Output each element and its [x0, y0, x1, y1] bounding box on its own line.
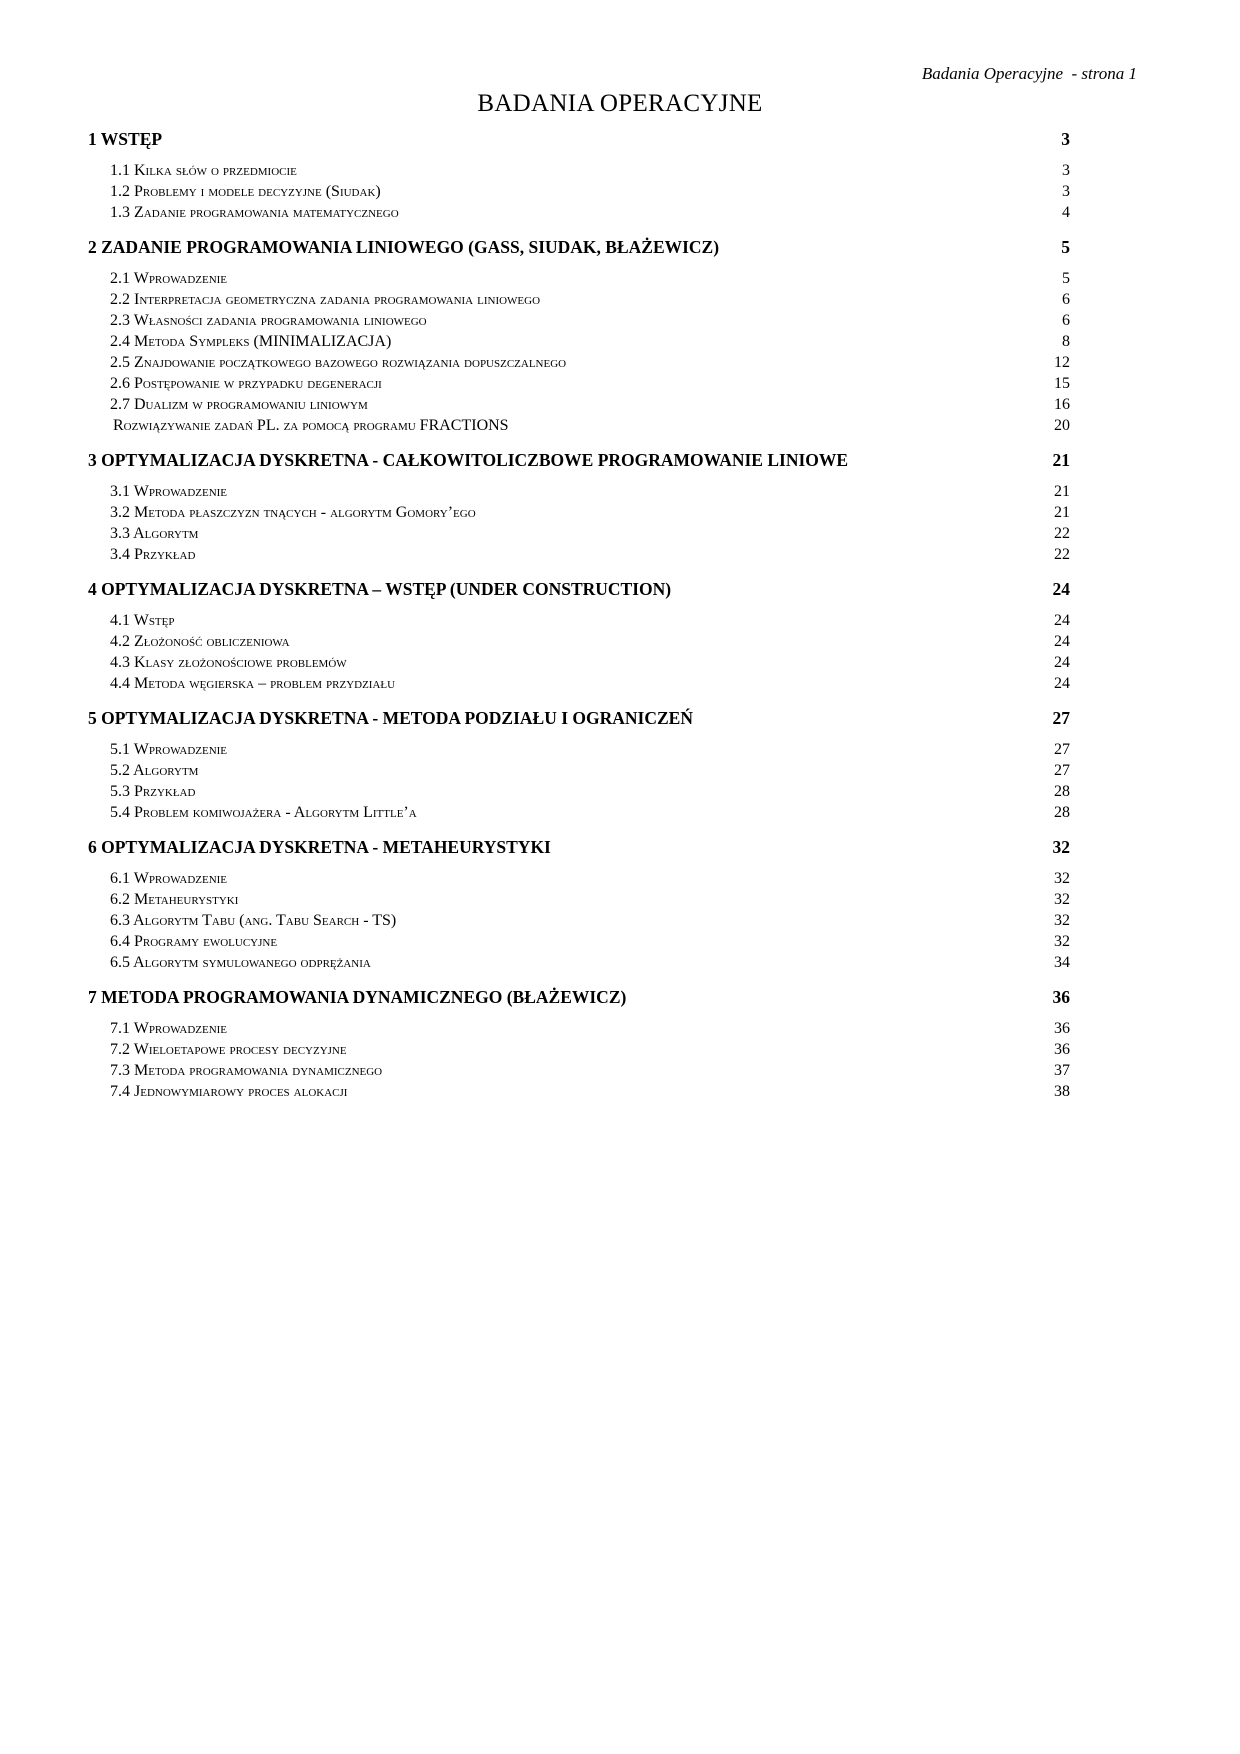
toc-entry-list — [88, 160, 1080, 223]
toc-chapter-page-number: 3 — [1061, 129, 1070, 149]
toc-entry-label: 2.1 Wprowadzenie — [110, 270, 228, 287]
toc-entry-label: 3.2 Metoda płaszczyzn tnących - algorytm Gomory’ego — [110, 504, 476, 521]
toc-entry-page-number: 8 — [1062, 333, 1070, 350]
toc-entry-page-number: 34 — [1054, 954, 1070, 971]
toc-chapter-title: 7 METODA PROGRAMOWANIA DYNAMICZNEGO (BŁAŻEWICZ) — [88, 987, 627, 1007]
toc-entry[interactable] — [110, 394, 1080, 415]
toc-entry[interactable] — [110, 739, 1080, 760]
toc-entry-label: 2.2 Interpretacja geometryczna zadania programowania liniowego — [110, 291, 541, 308]
toc-chapter-page-number: 32 — [1052, 837, 1070, 857]
toc-chapter — [88, 836, 1080, 973]
toc-entry[interactable] — [110, 1018, 1080, 1039]
toc-chapter — [88, 449, 1080, 565]
toc-entry-label: 5.3 Przykład — [110, 783, 196, 800]
toc-entry[interactable] — [110, 373, 1080, 394]
toc-entry-page-number: 36 — [1054, 1041, 1070, 1058]
toc-entry-page-number: 6 — [1062, 291, 1070, 308]
toc-entry-label: 7.4 Jednowymiarowy proces alokacji — [110, 1083, 348, 1100]
toc-entry[interactable] — [110, 181, 1080, 202]
toc-chapter-title: 1 WSTĘP — [88, 129, 163, 149]
toc-entry-label: 5.4 Problem komiwojażera - Algorytm Little’a — [110, 804, 417, 821]
toc-entry-label: 6.2 Metaheurystyki — [110, 891, 239, 908]
toc-entry[interactable] — [110, 610, 1080, 631]
toc-entry-page-number: 20 — [1054, 417, 1070, 434]
document-title: BADANIA OPERACYJNE — [477, 90, 763, 117]
toc-entry-page-number: 6 — [1062, 312, 1070, 329]
toc-entry[interactable] — [110, 415, 1080, 436]
toc-entry-label: 2.4 Metoda Sympleks (MINIMALIZACJA) — [110, 333, 392, 350]
toc-chapter-heading[interactable] — [88, 986, 1080, 1008]
toc-entry-label: 6.4 Programy ewolucyjne — [110, 933, 278, 950]
toc-entry[interactable] — [110, 952, 1080, 973]
toc-entry[interactable] — [110, 802, 1080, 823]
toc-entry[interactable] — [110, 760, 1080, 781]
toc-chapter-title: 6 OPTYMALIZACJA DYSKRETNA - METAHEURYSTYKI — [88, 837, 551, 857]
toc-chapter — [88, 707, 1080, 823]
toc-chapter-title: 5 OPTYMALIZACJA DYSKRETNA - METODA PODZIAŁU I OGRANICZEŃ — [88, 708, 693, 728]
toc-entry-list — [88, 739, 1080, 823]
toc-entry[interactable] — [110, 544, 1080, 565]
toc-entry-label: 4.2 Złożoność obliczeniowa — [110, 633, 290, 650]
toc-entry[interactable] — [110, 673, 1080, 694]
toc-chapter-page-number: 21 — [1052, 450, 1070, 470]
toc-entry-page-number: 28 — [1054, 783, 1070, 800]
toc-entry-page-number: 22 — [1054, 546, 1070, 563]
toc-chapter-heading[interactable] — [88, 236, 1080, 258]
toc-entry-page-number: 37 — [1054, 1062, 1070, 1079]
toc-entry-page-number: 5 — [1062, 270, 1070, 287]
toc-entry-label: Rozwiązywanie zadań PL. za pomocą programu FRACTIONS — [113, 417, 509, 434]
toc-entry-page-number: 16 — [1054, 396, 1070, 413]
toc-entry[interactable] — [110, 931, 1080, 952]
toc-entry[interactable] — [110, 268, 1080, 289]
toc-entry[interactable] — [110, 868, 1080, 889]
toc-entry[interactable] — [110, 652, 1080, 673]
toc-entry-page-number: 38 — [1054, 1083, 1070, 1100]
toc-entry-label: 2.3 Własności zadania programowania liniowego — [110, 312, 427, 329]
toc-entry-label: 7.2 Wieloetapowe procesy decyzyjne — [110, 1041, 347, 1058]
toc-entry-label: 6.1 Wprowadzenie — [110, 870, 228, 887]
toc-entry-label: 6.3 Algorytm Tabu (ang. Tabu Search - TS) — [110, 912, 397, 929]
toc-entry-label: 4.1 Wstęp — [110, 612, 175, 629]
toc-entry-page-number: 28 — [1054, 804, 1070, 821]
toc-chapter-heading[interactable] — [88, 128, 1080, 150]
toc-entry-page-number: 12 — [1054, 354, 1070, 371]
toc-entry[interactable] — [110, 352, 1080, 373]
toc-chapter-heading[interactable] — [88, 578, 1080, 600]
toc-chapter — [88, 128, 1080, 223]
toc-entry[interactable] — [110, 631, 1080, 652]
toc-entry[interactable] — [110, 889, 1080, 910]
toc-entry-page-number: 32 — [1054, 891, 1070, 908]
toc-entry[interactable] — [110, 289, 1080, 310]
toc-entry[interactable] — [110, 523, 1080, 544]
toc-entry-list — [88, 1018, 1080, 1102]
toc-entry-page-number: 3 — [1062, 183, 1070, 200]
toc-entry-page-number: 27 — [1054, 741, 1070, 758]
toc-chapter-heading[interactable] — [88, 836, 1080, 858]
toc-entry-label: 4.4 Metoda węgierska – problem przydziału — [110, 675, 396, 692]
toc-entry-list — [88, 868, 1080, 973]
toc-entry-page-number: 24 — [1054, 633, 1070, 650]
toc-chapter-page-number: 24 — [1052, 579, 1070, 599]
toc-entry-page-number: 32 — [1054, 933, 1070, 950]
toc-chapter-page-number: 36 — [1052, 987, 1070, 1007]
toc-entry-label: 1.1 Kilka słów o przedmiocie — [110, 162, 297, 179]
toc-entry-page-number: 24 — [1054, 612, 1070, 629]
toc-entry[interactable] — [110, 910, 1080, 931]
toc-entry-label: 2.6 Postępowanie w przypadku degeneracji — [110, 375, 382, 392]
toc-entry-label: 3.1 Wprowadzenie — [110, 483, 228, 500]
toc-entry-label: 2.5 Znajdowanie początkowego bazowego rozwiązania dopuszczalnego — [110, 354, 567, 371]
toc-chapter — [88, 236, 1080, 436]
toc-entry[interactable] — [110, 1060, 1080, 1081]
toc-entry-page-number: 32 — [1054, 870, 1070, 887]
toc-chapter-heading[interactable] — [88, 707, 1080, 729]
toc-entry-label: 7.1 Wprowadzenie — [110, 1020, 228, 1037]
toc-chapter — [88, 986, 1080, 1102]
table-of-contents — [88, 128, 1080, 1115]
toc-entry[interactable] — [110, 781, 1080, 802]
toc-chapter-title: 4 OPTYMALIZACJA DYSKRETNA – WSTĘP (UNDER CONSTRUCTION) — [88, 579, 672, 599]
toc-entry-page-number: 15 — [1054, 375, 1070, 392]
toc-entry-label: 6.5 Algorytm symulowanego odprężania — [110, 954, 371, 971]
toc-entry[interactable] — [110, 310, 1080, 331]
toc-entry-label: 4.3 Klasy złożonościowe problemów — [110, 654, 347, 671]
toc-entry-page-number: 32 — [1054, 912, 1070, 929]
toc-entry-list — [88, 610, 1080, 694]
toc-entry-label: 1.2 Problemy i modele decyzyjne (Siudak) — [110, 183, 381, 200]
toc-chapter-title: 2 ZADANIE PROGRAMOWANIA LINIOWEGO (GASS, SIUDAK, BŁAŻEWICZ) — [88, 237, 720, 257]
toc-entry-label: 5.1 Wprowadzenie — [110, 741, 228, 758]
toc-entry[interactable] — [110, 1081, 1080, 1102]
toc-entry-page-number: 4 — [1062, 204, 1070, 221]
toc-entry-page-number: 27 — [1054, 762, 1070, 779]
toc-entry-label: 3.3 Algorytm — [110, 525, 199, 542]
toc-entry[interactable] — [110, 1039, 1080, 1060]
toc-entry[interactable] — [110, 202, 1080, 223]
toc-entry-list — [88, 481, 1080, 565]
toc-entry-label: 2.7 Dualizm w programowaniu liniowym — [110, 396, 368, 413]
toc-entry[interactable] — [110, 160, 1080, 181]
toc-entry-page-number: 24 — [1054, 654, 1070, 671]
toc-entry-page-number: 21 — [1054, 504, 1070, 521]
running-header: Badania Operacyjne - strona 1 — [921, 64, 1137, 83]
toc-chapter-page-number: 27 — [1052, 708, 1070, 728]
toc-chapter-heading[interactable] — [88, 449, 1080, 471]
toc-chapter — [88, 578, 1080, 694]
toc-entry-page-number: 22 — [1054, 525, 1070, 542]
toc-entry-list — [88, 268, 1080, 436]
toc-entry[interactable] — [110, 331, 1080, 352]
toc-entry[interactable] — [110, 502, 1080, 523]
toc-entry-label: 3.4 Przykład — [110, 546, 196, 563]
toc-entry-page-number: 21 — [1054, 483, 1070, 500]
toc-chapter-title: 3 OPTYMALIZACJA DYSKRETNA - CAŁKOWITOLICZBOWE PROGRAMOWANIE LINIOWE — [88, 450, 849, 470]
toc-chapter-page-number: 5 — [1061, 237, 1070, 257]
toc-entry-label: 1.3 Zadanie programowania matematycznego — [110, 204, 399, 221]
toc-entry-label: 7.3 Metoda programowania dynamicznego — [110, 1062, 383, 1079]
toc-entry-page-number: 3 — [1062, 162, 1070, 179]
toc-entry[interactable] — [110, 481, 1080, 502]
toc-entry-page-number: 24 — [1054, 675, 1070, 692]
toc-entry-label: 5.2 Algorytm — [110, 762, 199, 779]
toc-entry-page-number: 36 — [1054, 1020, 1070, 1037]
